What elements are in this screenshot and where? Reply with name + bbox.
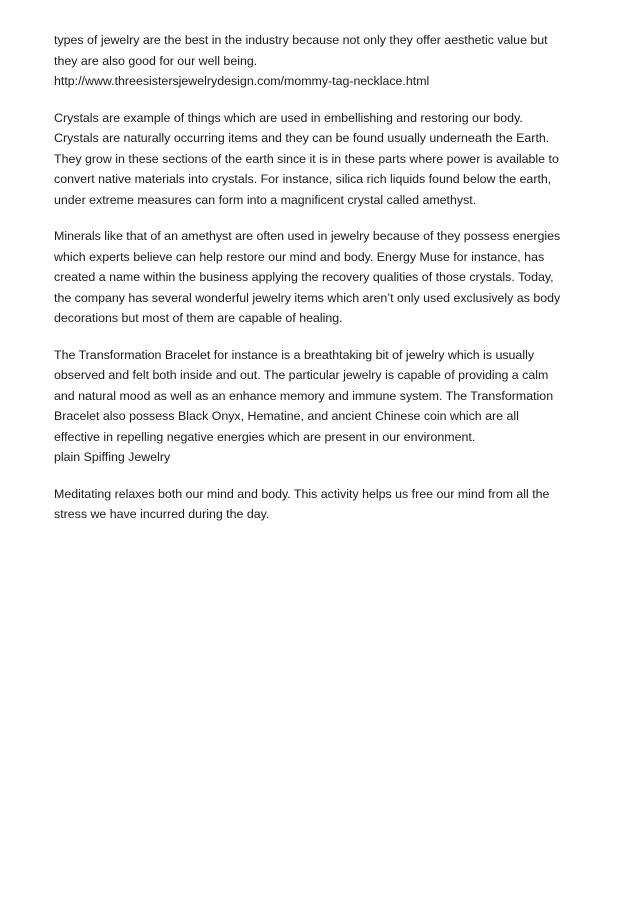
text-line: convert native materials into crystals. For instance, silica rich liquids found below the earth, (54, 172, 552, 186)
text-line: effective in repelling negative energies which are present in our environment. (54, 429, 476, 444)
document-body (54, 30, 594, 541)
paragraph-jewelry-intro (54, 30, 594, 92)
text-line: plain Spiffing Jewelry (54, 450, 171, 464)
url-text: http://www.threesistersjewelrydesign.com/mommy-tag-necklace.html (54, 74, 430, 88)
paragraph-crystals (54, 108, 594, 211)
text-line: decorations but most of them are capable of healing. (54, 311, 343, 325)
text-line: the company has several wonderful jewelry items which aren’t only used exclusively as body (54, 290, 561, 305)
text-line: they are also good for our well being. (54, 53, 258, 68)
text-line: Minerals like that of an amethyst are often used in jewelry because of they possess energies (54, 229, 561, 243)
paragraph-transformation-bracelet (54, 345, 594, 468)
text-line: stress we have incurred during the day. (54, 507, 270, 521)
text-line: types of jewelry are the best in the industry because not only they offer aesthetic value but (54, 33, 548, 47)
text-line: observed and felt both inside and out. The particular jewelry is capable of providing a calm (54, 368, 549, 382)
text-line: created a name within the business applying the recovery qualities of those crystals. Today, (54, 270, 554, 284)
text-line: under extreme measures can form into a magnificent crystal called amethyst. (54, 192, 477, 207)
text-line: which experts believe can help restore our mind and body. Energy Muse for instance, has (54, 249, 545, 264)
text-line: Meditating relaxes both our mind and body. This activity helps us free our mind from all the (54, 486, 550, 501)
paragraph-meditating (54, 484, 594, 525)
text-line: Crystals are example of things which are used in embellishing and restoring our body. (54, 110, 523, 125)
text-line: Crystals are naturally occurring items and they can be found usually underneath the Earth. (54, 131, 550, 145)
text-line: They grow in these sections of the earth since it is in these parts where power is available to (54, 151, 559, 166)
text-line: The Transformation Bracelet for instance is a breathtaking bit of jewelry which is usually (54, 347, 535, 362)
text-line: and natural mood as well as an enhance memory and immune system. The Transformation (54, 388, 554, 403)
paragraph-minerals (54, 226, 594, 329)
text-line: Bracelet also possess Black Onyx, Hematine, and ancient Chinese coin which are all (54, 409, 519, 423)
